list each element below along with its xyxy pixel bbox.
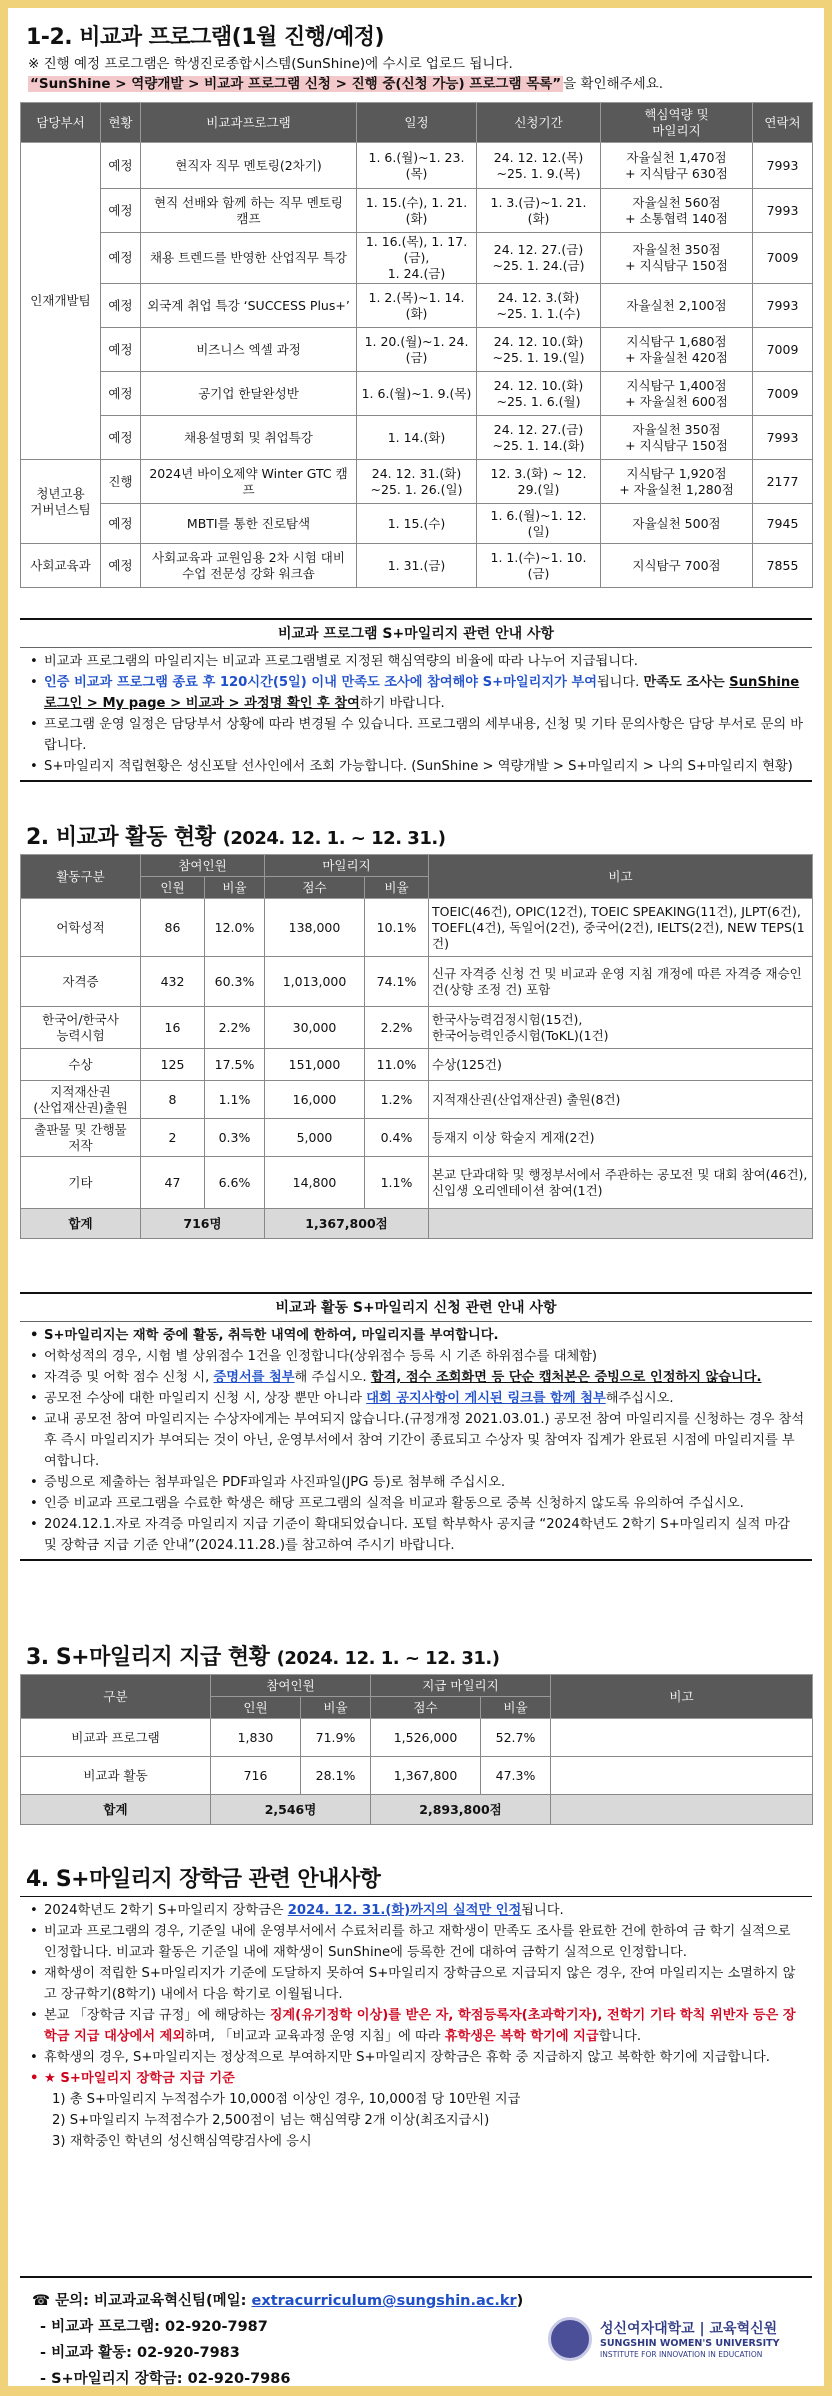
period-cell: 24. 12. 12.(목) ~25. 1. 9.(목) [477, 143, 601, 189]
section1-note [28, 54, 818, 94]
total-label: 합계 [21, 1209, 141, 1239]
payment-type-cell: 비교과 프로그램 [21, 1719, 211, 1757]
program-notice-item: • 인증 비교과 프로그램 종료 후 120시간(5일) 이내 만족도 조사에 참여해야 S+마일리지가 부여됩니다. 만족도 조사는 SunShine 로그인 > My page > 비교과 > 과정명 확인 후 참여하기 바랍니다. [26, 672, 806, 714]
activity-ratio-cell: 6.6% [205, 1157, 265, 1209]
scholarship-criteria: 2) S+마일리지 누적점수가 2,500점이 넘는 핵심역량 2개 이상(최조지급시) [52, 2113, 490, 2128]
period-cell: 24. 12. 10.(화) ~25. 1. 19.(일) [477, 328, 601, 372]
activity-ratio2-cell: 1.2% [365, 1081, 429, 1119]
section1-note-b: 을 확인해주세요. [563, 76, 664, 92]
activity-ratio2-cell: 10.1% [365, 899, 429, 957]
activity-count-cell: 8 [141, 1081, 205, 1119]
activity-row [21, 899, 813, 957]
program-cell: 외국계 취업 특강 ‘SUCCESS Plus+’ [141, 284, 357, 328]
activity-note-cell: 수상(125건) [429, 1049, 813, 1081]
program-row [21, 416, 813, 460]
period-cell: 1. 6.(월)~1. 12.(일) [477, 504, 601, 544]
activity-total-row [21, 1209, 813, 1239]
contact-block [32, 2288, 523, 2386]
mileage-cell: 지식탐구 700점 [601, 544, 753, 588]
contact-cell: 7993 [753, 416, 813, 460]
schedule-cell: 1. 31.(금) [357, 544, 477, 588]
activity-note-cell: 지적재산권(산업재산권) 출원(8건) [429, 1081, 813, 1119]
section4-title: 4. S+마일리지 장학금 관련 안내사항 [26, 1867, 381, 1892]
contact-cell: 7945 [753, 504, 813, 544]
activity-count-cell: 2 [141, 1119, 205, 1157]
table-header: 신청기간 [477, 103, 601, 143]
program-notice-box [20, 618, 812, 782]
status-cell: 예정 [101, 189, 141, 233]
activity-notice-item: • 공모전 수상에 대한 마일리지 신청 시, 상장 뿐만 아니라 대회 공지사항이 게시된 링크를 함께 첨부해주십시오. [26, 1388, 806, 1409]
payment-score-cell: 1,367,800 [371, 1757, 481, 1795]
contact-cell: 7009 [753, 372, 813, 416]
program-notice-item: • 비교과 프로그램의 마일리지는 비교과 프로그램별로 지정된 핵심역량의 비율에 따라 나누어 지급됩니다. [26, 651, 806, 672]
contact-cell: 7009 [753, 328, 813, 372]
mileage-cell: 자율실천 500점 [601, 504, 753, 544]
schedule-cell: 1. 20.(월)~1. 24.(금) [357, 328, 477, 372]
activity-notice-item: • 증빙으로 제출하는 첨부파일은 PDF파일과 사진파일(JPG 등)로 첨부해 주십시오. [26, 1472, 806, 1493]
program-cell: 채용설명회 및 취업특강 [141, 416, 357, 460]
activity-type-cell: 한국어/한국사 능력시험 [21, 1007, 141, 1049]
mileage-cell: 자율실천 350점 + 지식탐구 150점 [601, 416, 753, 460]
status-cell: 예정 [101, 372, 141, 416]
activity-type-cell: 지적재산권 (산업재산권)출원 [21, 1081, 141, 1119]
section1-note-path: “SunShine > 역량개발 > 비교과 프로그램 신청 > 진행 중(신청 가능) 프로그램 목록” [30, 76, 562, 92]
university-seal-icon [548, 2317, 592, 2361]
schedule-cell: 1. 14.(화) [357, 416, 477, 460]
activity-note-cell: TOEIC(46건), OPIC(12건), TOEIC SPEAKING(11건), JLPT(6건), TOEFL(4건), 독일어(2건), 중국어(2건), IELTS(2건), NEW TEPS(1건) [429, 899, 813, 957]
program-row [21, 372, 813, 416]
schedule-cell: 1. 2.(목)~1. 14.(화) [357, 284, 477, 328]
payment-table: 구분 참여인원 지급 마일리지 비고 인원 비율 점수 비율 비교과 프로그램 1,830 71.9% 1,526,000 52.7% 비교과 활동 716 28.1% 1,367,800 47.3% 합계 2,546명 2,893,800점 [20, 1674, 813, 1825]
activity-note-cell: 본교 단과대학 및 행정부서에서 주관하는 공모전 및 대회 참여(46건), 신입생 오리엔테이션 참여(1건) [429, 1157, 813, 1209]
contact-email-link[interactable]: extracurriculum@sungshin.ac.kr [251, 2293, 517, 2309]
activity-ratio-cell: 0.3% [205, 1119, 265, 1157]
divider [20, 2276, 812, 2278]
total-count: 2,546명 [211, 1795, 371, 1825]
activity-type-cell: 기타 [21, 1157, 141, 1209]
activity-notice-item: • 인증 비교과 프로그램을 수료한 학생은 해당 프로그램의 실적을 비교과 활동으로 중복 신청하지 않도록 유의하여 주십시오. [26, 1493, 806, 1514]
activity-count-cell: 125 [141, 1049, 205, 1081]
mileage-cell: 지식탐구 1,680점 + 자율실천 420점 [601, 328, 753, 372]
total-note [551, 1795, 813, 1825]
contact-cell: 2177 [753, 460, 813, 504]
payment-total-row [21, 1795, 813, 1825]
period-cell: 24. 12. 27.(금) ~25. 1. 24.(금) [477, 233, 601, 284]
contact-cell: 7993 [753, 189, 813, 233]
mileage-cell: 지식탐구 1,920점 + 자율실천 1,280점 [601, 460, 753, 504]
activity-row [21, 1007, 813, 1049]
activity-row [21, 1119, 813, 1157]
period-cell: 24. 12. 10.(화) ~25. 1. 6.(월) [477, 372, 601, 416]
status-cell: 예정 [101, 284, 141, 328]
schedule-cell: 24. 12. 31.(화) ~25. 1. 26.(일) [357, 460, 477, 504]
activity-score-cell: 138,000 [265, 899, 365, 957]
section1-note-a: ※ 진행 예정 프로그램은 학생진로종합시스템(SunShine)에 수시로 업로드 됩니다. [28, 56, 513, 72]
activity-notice-item: • 교내 공모전 참여 마일리지는 수상자에게는 부여되지 않습니다.(규정개정 2021.03.01.) 공모전 참여 마일리지를 신청하는 경우 참석 후 즉시 마일리지가 부여되는 것이 아닌, 운영부서에서 참여 기간이 종료되고 수상자 및 참여자 집계가 완료된 시점에 마일리지를 부여합니다. [26, 1409, 806, 1472]
dept-cell: 사회교육과 [21, 544, 101, 588]
table-header: 핵심역량 및 마일리지 [601, 103, 753, 143]
section1-title: 1-2. 비교과 프로그램(1월 진행/예정) [26, 25, 385, 50]
activity-count-cell: 86 [141, 899, 205, 957]
table-header: 현황 [101, 103, 141, 143]
activity-note-cell: 등재지 이상 학술지 게재(2건) [429, 1119, 813, 1157]
period-cell: 24. 12. 3.(화) ~25. 1. 1.(수) [477, 284, 601, 328]
activity-type-cell: 출판물 및 간행물 저작 [21, 1119, 141, 1157]
activity-ratio-cell: 12.0% [205, 899, 265, 957]
contact-lead: ☎ 문의: 비교과교육혁신팀(메일: extracurriculum@sungshin.ac.kr) [32, 2293, 524, 2309]
logo-caption: INSTITUTE FOR INNOVATION IN EDUCATION [600, 2350, 763, 2359]
contact-line: - 비교과 프로그램: 02-920-7987 [40, 2319, 268, 2335]
total-note [429, 1209, 813, 1239]
status-cell: 예정 [101, 328, 141, 372]
payment-count-cell: 1,830 [211, 1719, 301, 1757]
scholarship-item: • 재학생이 적립한 S+마일리지가 기준에 도달하지 못하여 S+마일리지 장학금으로 지급되지 않은 경우, 잔여 마일리지는 소멸하지 않고 장규학기(8학기) 내에서 다음 학기로 이월됩니다. [26, 1963, 806, 2005]
activity-row [21, 1049, 813, 1081]
activity-notice-box [20, 1292, 812, 1561]
university-logo [548, 2314, 810, 2364]
payment-note-cell [551, 1719, 813, 1757]
program-cell: 현직자 직무 멘토링(2차기) [141, 143, 357, 189]
activity-ratio2-cell: 11.0% [365, 1049, 429, 1081]
mileage-cell: 지식탐구 1,400점 + 자율실천 600점 [601, 372, 753, 416]
activity-score-cell: 30,000 [265, 1007, 365, 1049]
payment-score-cell: 1,526,000 [371, 1719, 481, 1757]
program-cell: 사회교육과 교원임용 2차 시험 대비 수업 전문성 강화 워크숍 [141, 544, 357, 588]
payment-ratio-cell: 71.9% [301, 1719, 371, 1757]
program-table [20, 102, 813, 588]
program-row [21, 189, 813, 233]
activity-score-cell: 151,000 [265, 1049, 365, 1081]
scholarship-item: • 본교 「장학금 지급 규정」에 해당하는 징계(유기정학 이상)를 받은 자, 학점등록자(초과학기자), 전학기 기타 학칙 위반자 등은 장학금 지급 대상에서 제외하며, 「비교과 교육과정 운영 지침」에 따라 휴학생은 복학 학기에 지급합니다. [26, 2005, 806, 2047]
activity-ratio-cell: 2.2% [205, 1007, 265, 1049]
activity-ratio-cell: 60.3% [205, 957, 265, 1007]
program-cell: 채용 트렌드를 반영한 산업직무 특강 [141, 233, 357, 284]
activity-notice-item: • S+마일리지는 재학 중에 활동, 취득한 내역에 한하여, 마일리지를 부여합니다. [26, 1325, 806, 1346]
dept-cell: 청년고용 거버넌스팀 [21, 460, 101, 544]
activity-ratio-cell: 1.1% [205, 1081, 265, 1119]
activity-ratio2-cell: 0.4% [365, 1119, 429, 1157]
activity-row [21, 1081, 813, 1119]
mileage-cell: 자율실천 2,100점 [601, 284, 753, 328]
activity-note-cell: 한국사능력검정시험(15건), 한국어능력인증시험(ToKL)(1건) [429, 1007, 813, 1049]
contact-cell: 7855 [753, 544, 813, 588]
page [8, 8, 824, 2386]
scholarship-notice-box [20, 1896, 812, 2155]
logo-subtitle: SUNGSHIN WOMEN'S UNIVERSITY [600, 2338, 780, 2349]
activity-table: 활동구분 참여인원 마일리지 비고 인원 비율 점수 비율 어학성적 86 12.0% 138,000 10.1% TOEIC(46건), OPIC(12건), TOEIC SPEAKING(11건), JLPT(6건), TOEFL(4건), 독일어(2건), 중국어(2건), IELTS(2건), NEW TEPS(1건) 자격증 432 60.3% 1,013,000 74.1% 신규 자격증 신청 건 및 비교과 운영 지침 개정에 따른 자격증 재승인 건(상향 조정 건) 포함 한국어/한국사 능력시험 16 2.2% 30,000 2.2% 한국사능력검정시험(15건), 한국어능력인증시험(ToKL)(1건) 수상 125 17.5% 151,000 11.0% 수상(125건) 지적재산권 (산업재산권)출원 8 1.1% 16,000 1.2% 지적재산권(산업재산권) 출원(8건) 출판물 및 간행물 저작 2 0.3% 5,000 0.4% 등재지 이상 학술지 게재(2건) 기타 47 6.6% 14,800 1.1% 본교 단과대학 및 행정부서에서 주관하는 공모전 및 대회 참여(46건), 신입생 오리엔테이션 참여(1건) 합계 716명 1,367,800점 [20, 854, 813, 1239]
activity-score-cell: 1,013,000 [265, 957, 365, 1007]
program-notice-item: • 프로그램 운영 일정은 담당부서 상황에 따라 변경될 수 있습니다. 프로그램의 세부내용, 신청 및 기타 문의사항은 담당 부서로 문의 바랍니다. [26, 714, 806, 756]
activity-count-cell: 432 [141, 957, 205, 1007]
program-notice-title: 비교과 프로그램 S+마일리지 관련 안내 사항 [20, 620, 812, 648]
program-row [21, 284, 813, 328]
schedule-cell: 1. 15.(수) [357, 504, 477, 544]
program-row [21, 544, 813, 588]
activity-notice-item: • 2024.12.1.자로 자격증 마일리지 지급 기준이 확대되었습니다. 포털 학부학사 공지글 “2024학년도 2학기 S+마일리지 실적 마감 및 장학금 지급 기준 안내”(2024.11.28.)를 참고하여 주시기 바랍니다. [26, 1514, 806, 1556]
scholarship-item: • 휴학생의 경우, S+마일리지는 정상적으로 부여하지만 S+마일리지 장학금은 휴학 중 지급하지 않고 복학한 학기에 지급합니다. [26, 2047, 806, 2068]
contact-line: - 비교과 활동: 02-920-7983 [40, 2345, 240, 2361]
program-cell: 2024년 바이오제약 Winter GTC 캠프 [141, 460, 357, 504]
status-cell: 진행 [101, 460, 141, 504]
total-count: 716명 [141, 1209, 265, 1239]
schedule-cell: 1. 6.(월)~1. 9.(목) [357, 372, 477, 416]
activity-notice-title: 비교과 활동 S+마일리지 신청 관련 안내 사항 [20, 1294, 812, 1322]
schedule-cell: 1. 16.(목), 1. 17.(금), 1. 24.(금) [357, 233, 477, 284]
activity-score-cell: 16,000 [265, 1081, 365, 1119]
schedule-cell: 1. 15.(수), 1. 21.(화) [357, 189, 477, 233]
activity-score-cell: 14,800 [265, 1157, 365, 1209]
activity-note-cell: 신규 자격증 신청 건 및 비교과 운영 지침 개정에 따른 자격증 재승인 건(상향 조정 건) 포함 [429, 957, 813, 1007]
mileage-cell: 자율실천 350점 + 지식탐구 150점 [601, 233, 753, 284]
activity-type-cell: 수상 [21, 1049, 141, 1081]
table-header: 비교과프로그램 [141, 103, 357, 143]
status-cell: 예정 [101, 143, 141, 189]
period-cell: 1. 3.(금)~1. 21.(화) [477, 189, 601, 233]
scholarship-criteria-title: • ★ S+마일리지 장학금 지급 기준 [26, 2068, 806, 2089]
scholarship-criteria: 1) 총 S+마일리지 누적점수가 10,000점 이상인 경우, 10,000점 당 10만원 지급 [52, 2092, 521, 2107]
program-row [21, 233, 813, 284]
program-row [21, 460, 813, 504]
program-cell: 현직 선배와 함께 하는 직무 멘토링 캠프 [141, 189, 357, 233]
mileage-cell: 자율실천 1,470점 + 지식탐구 630점 [601, 143, 753, 189]
activity-ratio2-cell: 1.1% [365, 1157, 429, 1209]
activity-row [21, 957, 813, 1007]
total-label: 합계 [21, 1795, 211, 1825]
activity-type-cell: 자격증 [21, 957, 141, 1007]
program-cell: MBTI를 통한 진로탐색 [141, 504, 357, 544]
activity-ratio2-cell: 74.1% [365, 957, 429, 1007]
payment-ratio2-cell: 47.3% [481, 1757, 551, 1795]
activity-row [21, 1157, 813, 1209]
program-cell: 공기업 한달완성반 [141, 372, 357, 416]
status-cell: 예정 [101, 233, 141, 284]
contact-line: - S+마일리지 장학금: 02-920-7986 [40, 2371, 291, 2386]
activity-type-cell: 어학성적 [21, 899, 141, 957]
payment-type-cell: 비교과 활동 [21, 1757, 211, 1795]
activity-count-cell: 16 [141, 1007, 205, 1049]
program-notice-item: • S+마일리지 적립현황은 성신포탈 선사인에서 조회 가능합니다. (SunShine > 역량개발 > S+마일리지 > 나의 S+마일리지 현황) [26, 756, 806, 777]
activity-score-cell: 5,000 [265, 1119, 365, 1157]
status-cell: 예정 [101, 544, 141, 588]
logo-title: 성신여자대학교 | 교육혁신원 [600, 2321, 778, 2337]
payment-row [21, 1757, 813, 1795]
payment-ratio2-cell: 52.7% [481, 1719, 551, 1757]
activity-notice-item: • 자격증 및 어학 점수 신청 시, 증명서를 첨부해 주십시오. 합격, 점수 조회화면 등 단순 캡처본은 증빙으로 인정하지 않습니다. [26, 1367, 806, 1388]
payment-row [21, 1719, 813, 1757]
status-cell: 예정 [101, 504, 141, 544]
payment-ratio-cell: 28.1% [301, 1757, 371, 1795]
scholarship-criteria: 3) 재학중인 학년의 성신핵심역량검사에 응시 [52, 2134, 312, 2149]
contact-cell: 7009 [753, 233, 813, 284]
dept-cell: 인재개발팀 [21, 143, 101, 460]
period-cell: 12. 3.(화) ~ 12. 29.(일) [477, 460, 601, 504]
program-cell: 비즈니스 엑셀 과정 [141, 328, 357, 372]
contact-cell: 7993 [753, 284, 813, 328]
payment-count-cell: 716 [211, 1757, 301, 1795]
mileage-cell: 자율실천 560점 + 소통협력 140점 [601, 189, 753, 233]
total-score: 2,893,800점 [371, 1795, 551, 1825]
table-header: 담당부서 [21, 103, 101, 143]
program-row [21, 143, 813, 189]
activity-ratio-cell: 17.5% [205, 1049, 265, 1081]
scholarship-item: • 2024학년도 2학기 S+마일리지 장학금은 2024. 12. 31.(화)까지의 실적만 인정됩니다. [26, 1900, 806, 1921]
contact-cell: 7993 [753, 143, 813, 189]
activity-ratio2-cell: 2.2% [365, 1007, 429, 1049]
payment-note-cell [551, 1757, 813, 1795]
section3-title: 3. S+마일리지 지급 현황 (2024. 12. 1. ~ 12. 31.) [26, 1645, 500, 1670]
program-row [21, 504, 813, 544]
total-score: 1,367,800점 [265, 1209, 429, 1239]
activity-count-cell: 47 [141, 1157, 205, 1209]
period-cell: 1. 1.(수)~1. 10.(금) [477, 544, 601, 588]
table-header: 연락처 [753, 103, 813, 143]
scholarship-item: • 비교과 프로그램의 경우, 기준일 내에 운영부서에서 수료처리를 하고 재학생이 만족도 조사를 완료한 건에 한하여 금 학기 실적으로 인정합니다. 비교과 활동은 기준일 내에 재학생이 SunShine에 등록한 건에 대하여 금학기 실적으로 인정합니다. [26, 1921, 806, 1963]
period-cell: 24. 12. 27.(금) ~25. 1. 14.(화) [477, 416, 601, 460]
program-row [21, 328, 813, 372]
table-header: 일정 [357, 103, 477, 143]
status-cell: 예정 [101, 416, 141, 460]
section2-title: 2. 비교과 활동 현황 (2024. 12. 1. ~ 12. 31.) [26, 825, 446, 850]
activity-notice-item: • 어학성적의 경우, 시험 별 상위점수 1건을 인정합니다(상위점수 등록 시 기존 하위점수를 대체함) [26, 1346, 806, 1367]
schedule-cell: 1. 6.(월)~1. 23.(목) [357, 143, 477, 189]
